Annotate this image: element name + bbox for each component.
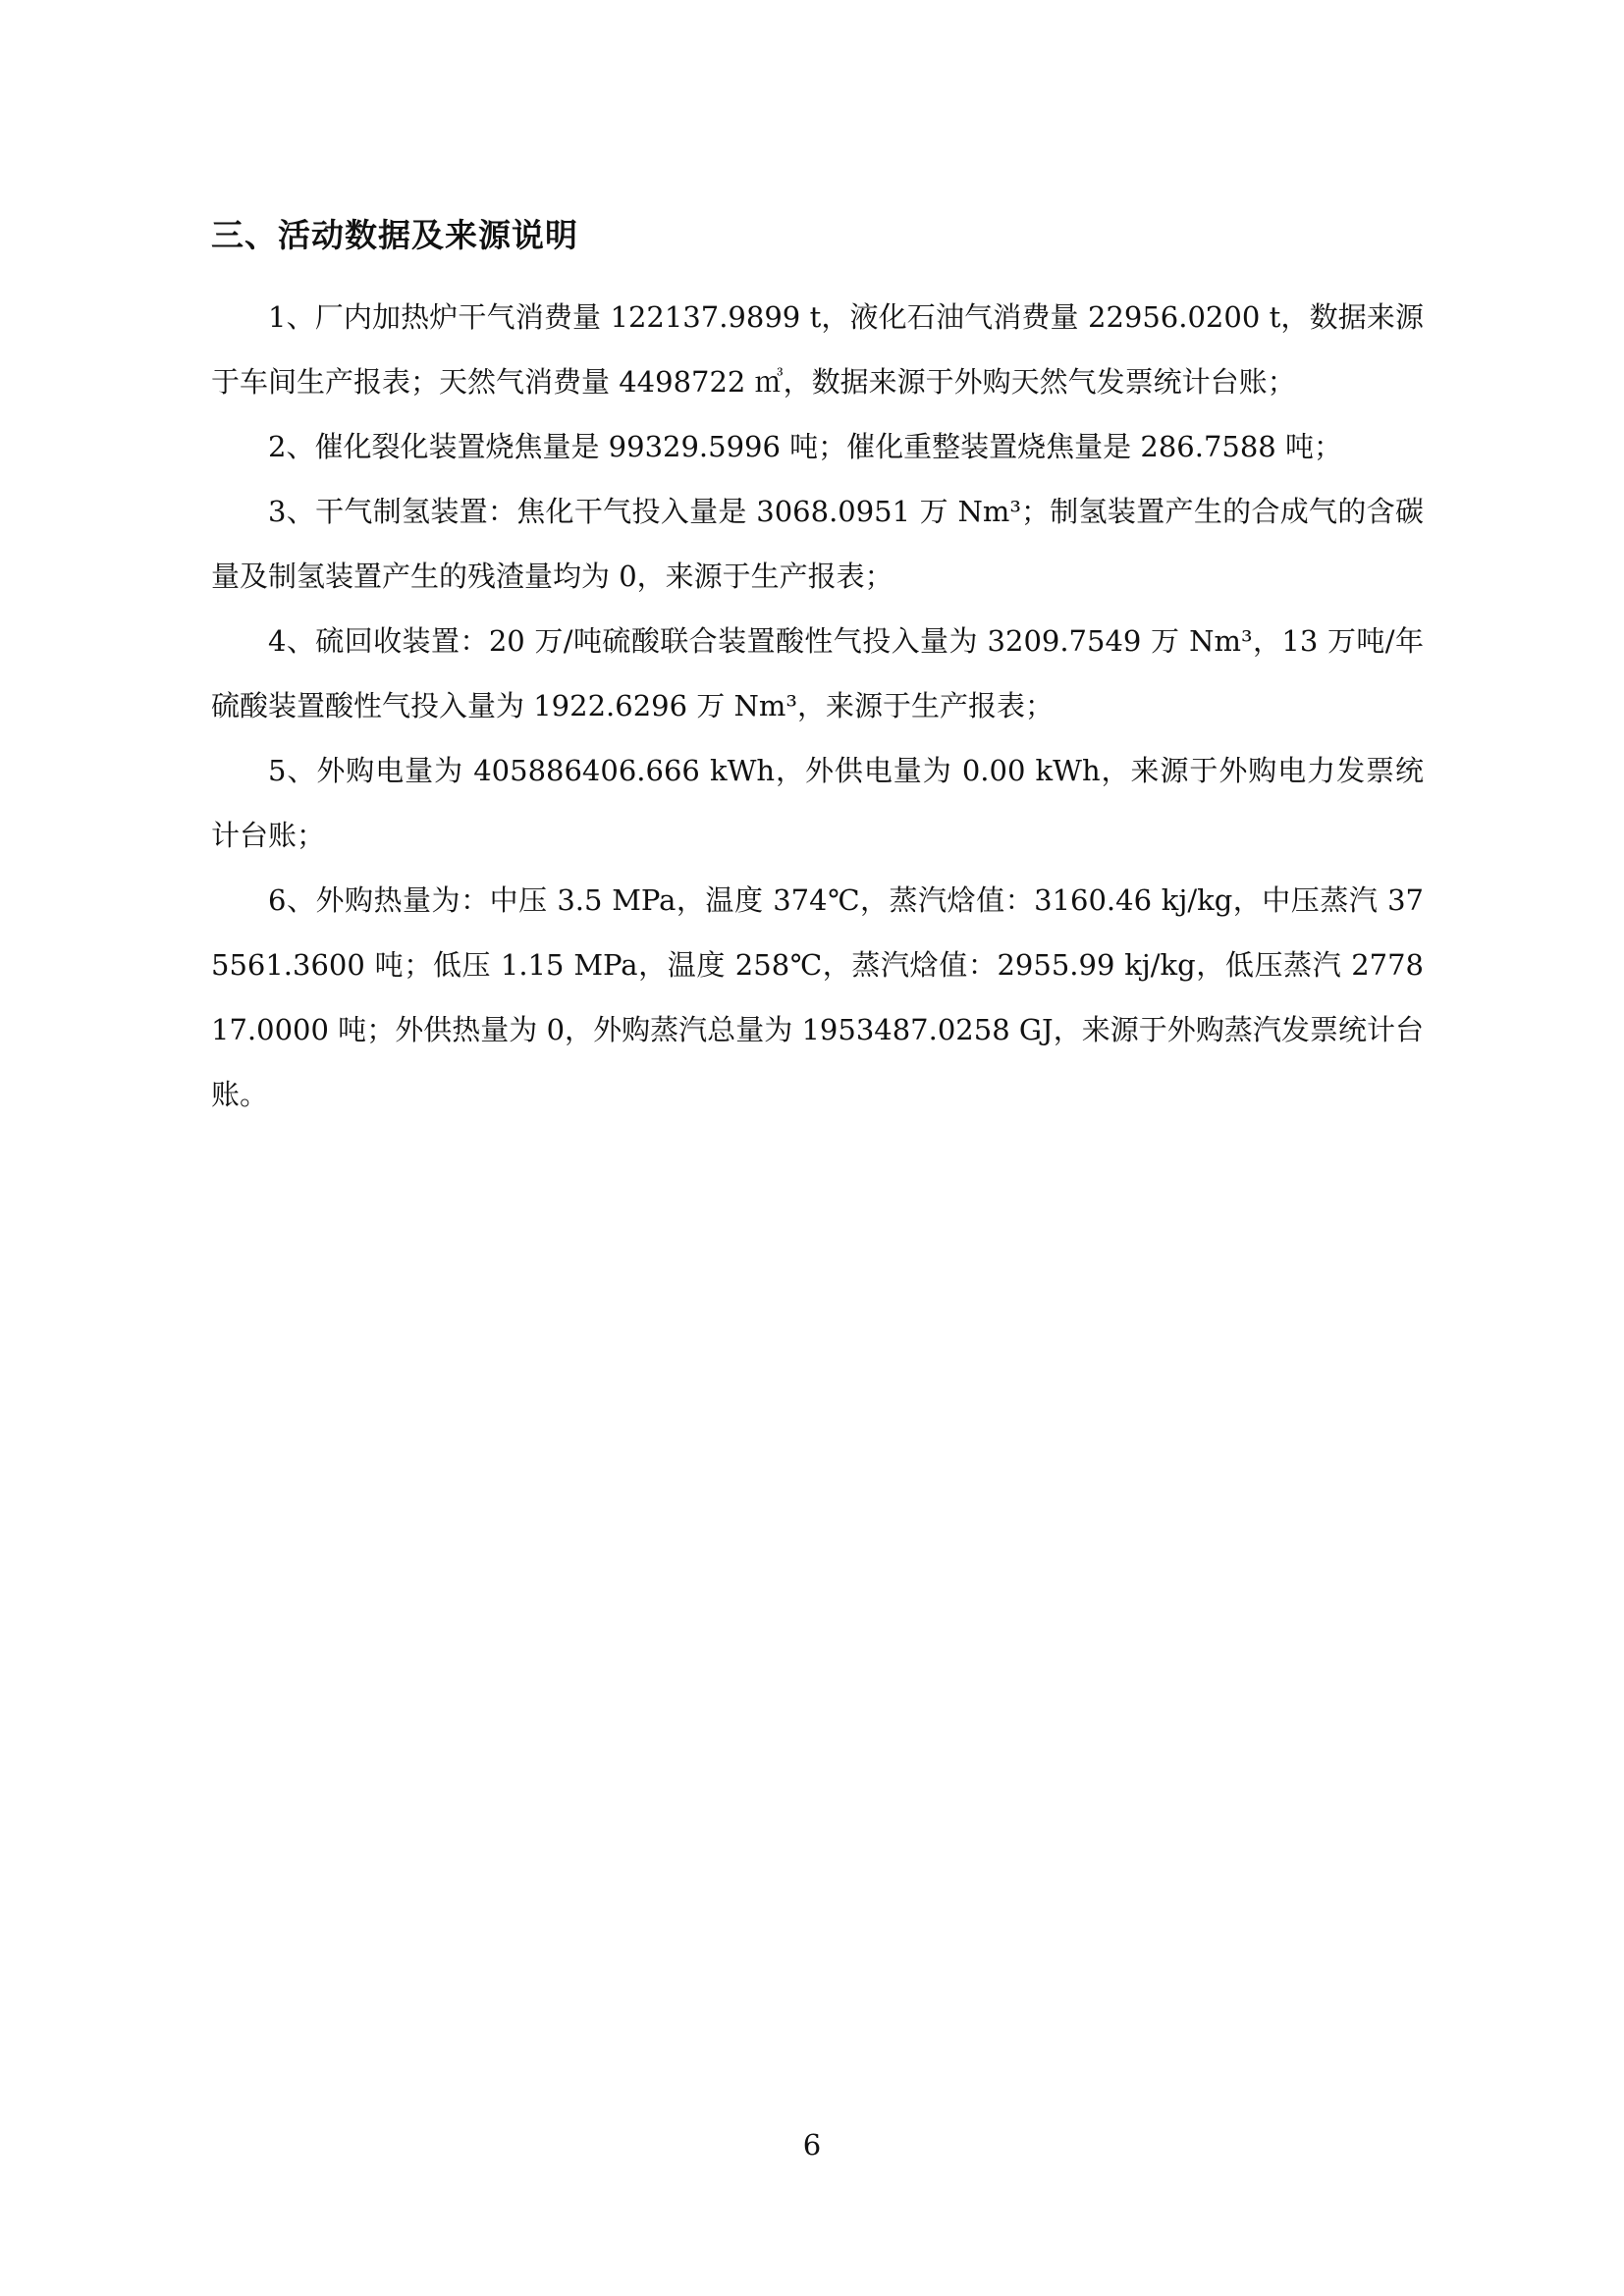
paragraph-fuel-consumption: 1、厂内加热炉干气消费量 122137.9899 t，液化石油气消费量 22956.0200 t，数据来源于车间生产报表；天然气消费量 4498722 ㎥，数据来源于外购天然气发票统计台账； bbox=[211, 300, 1424, 399]
page-number: 6 bbox=[802, 2128, 822, 2162]
page-content bbox=[211, 208, 1424, 1127]
paragraph-hydrogen-production: 3、干气制氢装置：焦化干气投入量是 3068.0951 万 Nm³；制氢装置产生的合成气的含碳量及制氢装置产生的残渣量均为 0，来源于生产报表； bbox=[211, 495, 1424, 593]
paragraph-coke-burning: 2、催化裂化装置烧焦量是 99329.5996 吨；催化重整装置烧焦量是 286.7588 吨； bbox=[268, 430, 1342, 463]
paragraph-sulfur-recovery: 4、硫回收装置：20 万/吨硫酸联合装置酸性气投入量为 3209.7549 万 Nm³，13 万吨/年硫酸装置酸性气投入量为 1922.6296 万 Nm³，来源于生产报表； bbox=[211, 624, 1424, 722]
paragraph-heat: 6、外购热量为：中压 3.5 MPa，温度 374℃，蒸汽焓值：3160.46 kj/kg，中压蒸汽 375561.3600 吨；低压 1.15 MPa，温度 258℃，蒸汽焓值：2955.99 kj/kg，低压蒸汽 277817.0000 吨；外供热量为 0，外购蒸汽总量为 1953487.0258 GJ，来源于外购蒸汽发票统计台账。 bbox=[211, 883, 1424, 1111]
paragraph-electricity: 5、外购电量为 405886406.666 kWh，外供电量为 0.00 kWh，来源于外购电力发票统计台账； bbox=[211, 754, 1424, 852]
section-heading: 三、活动数据及来源说明 bbox=[211, 216, 578, 254]
